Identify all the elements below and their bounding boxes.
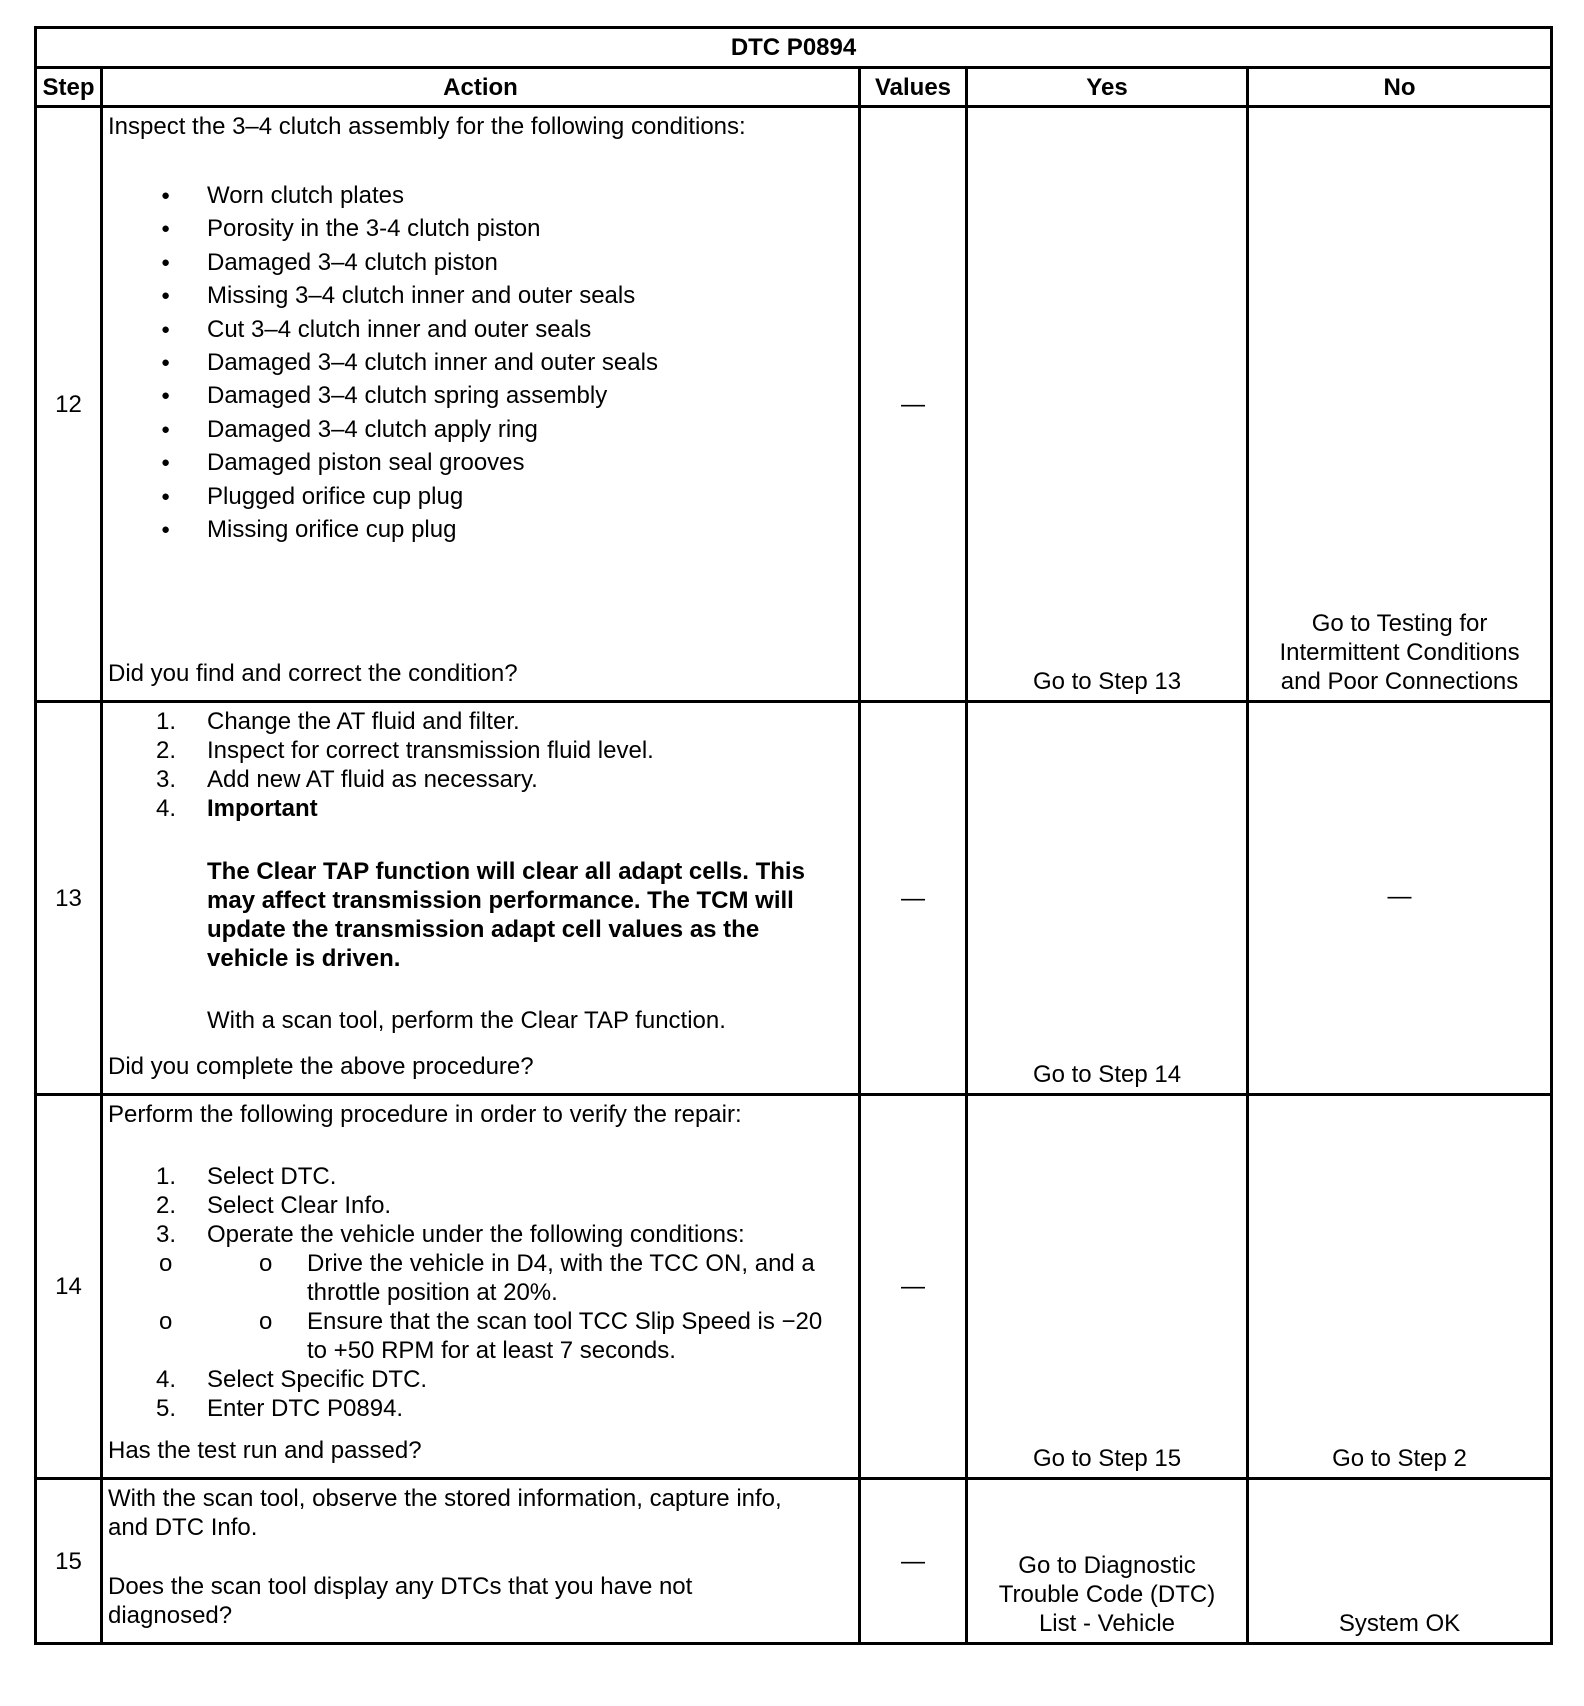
yes-link[interactable]: Go to Step 13 (1032, 668, 1182, 695)
action-intro: Perform the following procedure in order to verify the repair: (108, 1101, 742, 1128)
list-item: 2. Select Clear Info. (156, 1192, 392, 1219)
list-item: o o Ensure that the scan tool TCC Slip Speed is −20 to +50 RPM for at least 7 seconds. (108, 1307, 854, 1365)
procedure-list (108, 1162, 854, 1423)
table-row-step-13 (36, 702, 1552, 1095)
action-cell (102, 107, 860, 702)
yes-cell (967, 1479, 1248, 1644)
list-item: ● Worn clutch plates (108, 179, 854, 212)
values-cell: — (860, 107, 967, 702)
table-title: DTC P0894 (36, 28, 1552, 68)
no-cell (1248, 1095, 1552, 1479)
yes-cell (967, 702, 1248, 1095)
action-question: Did you complete the above procedure? (108, 1053, 534, 1080)
list-item: ● Damaged 3–4 clutch spring assembly (108, 379, 854, 412)
yes-cell (967, 1095, 1248, 1479)
yes-link[interactable]: Go to Step 15 (1032, 1445, 1182, 1472)
important-note: The Clear TAP function will clear all adapt cells. This may affect transmission performance. The TCM will update the transmission adapt cell values as the vehicle is driven. (207, 858, 805, 972)
no-cell (1248, 1479, 1552, 1644)
condition-list (108, 179, 854, 546)
list-item: ● Damaged piston seal grooves (108, 446, 854, 479)
action-cell (102, 1479, 860, 1644)
list-item: ● Damaged 3–4 clutch piston (108, 246, 854, 279)
table-row-step-12 (36, 107, 1552, 702)
dtc-table (34, 26, 1553, 1645)
list-item: ● Cut 3–4 clutch inner and outer seals (108, 313, 854, 346)
no-result: System OK (1338, 1610, 1461, 1637)
table-row-step-15 (36, 1479, 1552, 1644)
yes-cell (967, 107, 1248, 702)
list-item: ● Missing orifice cup plug (108, 513, 854, 546)
action-question: Did you find and correct the condition? (108, 660, 518, 687)
list-item: 5. Enter DTC P0894. (156, 1395, 404, 1422)
action-cell (102, 1095, 860, 1479)
procedure-list (108, 707, 854, 823)
values-cell: — (860, 1095, 967, 1479)
header-step: Step (36, 68, 102, 107)
list-item: 1. Change the AT fluid and filter. (156, 708, 520, 735)
list-item: 3. Operate the vehicle under the following conditions: o o Drive the vehicle in D4, with the TCC ON, and a throttle position at 20%. o o Ensure that the scan tool TCC Slip Speed is −20 to +50 RPM for at least 7 seconds. (108, 1220, 854, 1365)
header-action: Action (102, 68, 860, 107)
list-item: ● Porosity in the 3-4 clutch piston (108, 212, 854, 245)
no-cell (1248, 107, 1552, 702)
list-item: 1. Select DTC. (156, 1163, 337, 1190)
list-item: 4. Select Specific DTC. (156, 1366, 428, 1393)
step-number: 13 (36, 702, 102, 1095)
table-row-step-14 (36, 1095, 1552, 1479)
no-cell: — (1248, 702, 1552, 1095)
no-link[interactable]: Go to Testing for Intermittent Conditions and Poor Connections (1279, 610, 1520, 695)
values-cell: — (860, 1479, 967, 1644)
step-number: 12 (36, 107, 102, 702)
values-cell: — (860, 702, 967, 1095)
header-no: No (1248, 68, 1552, 107)
action-question: Does the scan tool display any DTCs that you have not diagnosed? (108, 1573, 693, 1629)
step-number: 15 (36, 1479, 102, 1644)
list-item: 3. Add new AT fluid as necessary. (156, 766, 538, 793)
list-item: o o Drive the vehicle in D4, with the TCC ON, and a throttle position at 20%. (108, 1249, 854, 1307)
action-cell (102, 702, 860, 1095)
instruction-text: With a scan tool, perform the Clear TAP function. (207, 1007, 726, 1034)
header-yes: Yes (967, 68, 1248, 107)
yes-link[interactable]: Go to Diagnostic Trouble Code (DTC) List - Vehicle (998, 1552, 1216, 1637)
sub-list (108, 1249, 854, 1365)
action-question: Has the test run and passed? (108, 1437, 422, 1464)
list-item: ● Damaged 3–4 clutch inner and outer seals (108, 346, 854, 379)
list-item: 4. Important (156, 795, 318, 822)
list-item: ● Damaged 3–4 clutch apply ring (108, 413, 854, 446)
header-values: Values (860, 68, 967, 107)
step-number: 14 (36, 1095, 102, 1479)
yes-link[interactable]: Go to Step 14 (1032, 1061, 1182, 1088)
action-intro: Inspect the 3–4 clutch assembly for the following conditions: (108, 113, 746, 140)
list-item: ● Missing 3–4 clutch inner and outer seals (108, 279, 854, 312)
no-link[interactable]: Go to Step 2 (1332, 1445, 1467, 1472)
list-item: 2. Inspect for correct transmission fluid level. (156, 737, 654, 764)
list-item: ● Plugged orifice cup plug (108, 480, 854, 513)
action-intro: With the scan tool, observe the stored information, capture info, and DTC Info. (108, 1485, 782, 1541)
